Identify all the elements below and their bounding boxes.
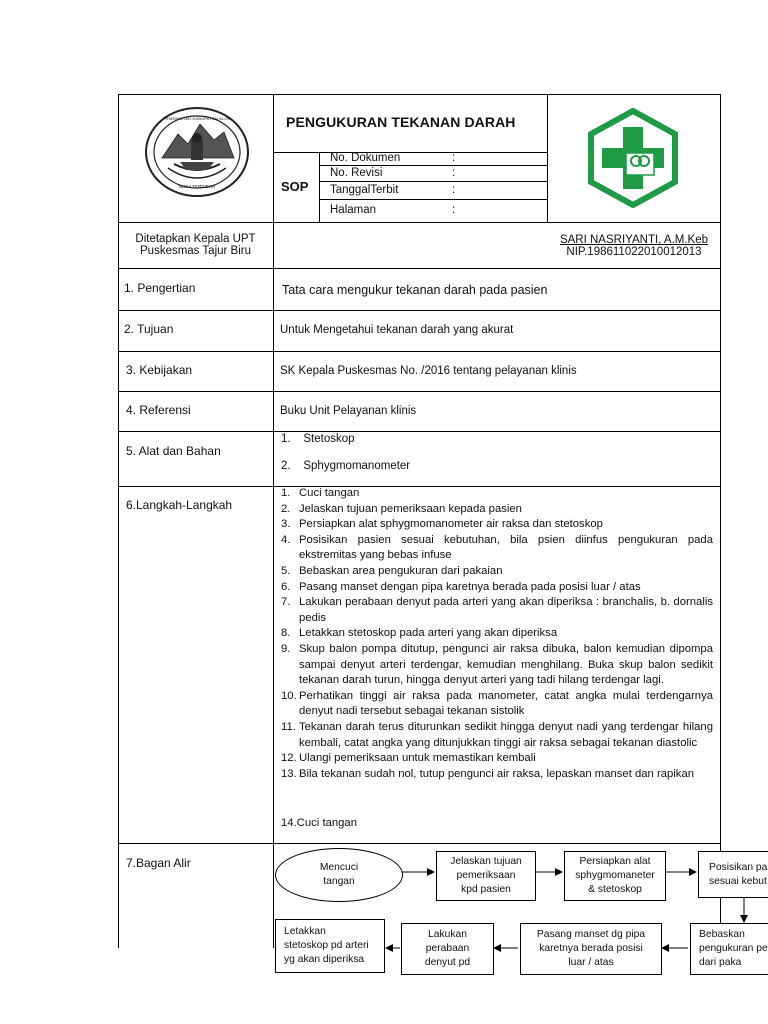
step-item: 11. Tekanan darah terus diturunkan sedikit hingga denyut nadi yang terdengar hilang kembali, catat angka yang ditunjukkan tinggi air raksa sebagai tekanan diastolic (281, 720, 713, 749)
content-tujuan: Untuk Mengetahui tekanan darah yang akurat (280, 324, 514, 336)
meta-value-no-dokumen: : (452, 152, 456, 164)
step-item: 3. Persiapkan alat sphygmomanometer air raksa dan stetoskop (281, 518, 603, 531)
content-referensi: Buku Unit Pelayanan klinis (280, 405, 417, 417)
flow-node-persiapkan: Persiapkan alat sphygmomaneter & stetoskop (564, 851, 666, 901)
flow-node-mencuci: Mencuci tangan (275, 848, 403, 902)
meta-label-halaman: Halaman (330, 204, 377, 216)
flow-node-jelaskan: Jelaskan tujuan pemeriksaan kpd pasien (436, 851, 536, 901)
step-item: 5. Bebaskan area pengukuran dari pakaian (281, 564, 503, 577)
label-langkah: 6.Langkah-Langkah (126, 498, 233, 512)
flow-node-bebaskan: Bebaskan pengukuran pe dari paka (690, 923, 768, 975)
flow-node-lakukan: Lakukan perabaan denyut pd (401, 923, 494, 975)
seal-bottom-text: NUSA TERINDAH (178, 184, 216, 189)
step-item: 10. Perhatikan tinggi air raksa pada manometer, catat angka mulai terdengarnya denyut nadi tersebut sebagai tekanan sistolik (281, 689, 713, 718)
label-pengertian: 1. Pengertian (124, 281, 196, 295)
label-bagan-alir: 7.Bagan Alir (126, 856, 191, 870)
alat-item-1: 1. Stetoskop (281, 433, 355, 445)
content-kebijakan: SK Kepala Puskesmas No. /2016 tentang pelayanan klinis (280, 365, 577, 377)
meta-label-tanggal-terbit: TanggalTerbit (330, 184, 399, 196)
meta-value-tanggal-terbit: : (452, 184, 456, 196)
flow-node-posisikan: Posisikan pa sesuai kebut (698, 851, 768, 898)
step-item: 4. Posisikan pasien sesuai kebutuhan, bila psien diinfus pengukuran pada ekstremitas yang bebas infuse (281, 533, 713, 562)
step-item: 7. Lakukan perabaan denyut pada arteri yang akan diperiksa : branchalis, b. dornalis pedis (281, 596, 713, 624)
step-item: 6. Pasang manset dengan pipa karetnya berada pada posisi luar / atas (281, 580, 641, 593)
set-by-line2: Puskesmas Tajur Biru (140, 245, 251, 257)
label-alat-bahan: 5. Alat dan Bahan (126, 444, 221, 458)
final-step: 14.Cuci tangan (281, 817, 357, 829)
step-item: 12. Ulangi pemeriksaan untuk memastikan kembali (281, 752, 536, 765)
step-item: 13. Bila tekanan sudah nol, tutup pengunci air raksa, lepaskan manset dan rapikan (281, 767, 695, 780)
step-item: 2. Jelaskan tujuan pemeriksaan kepada pasien (281, 502, 522, 515)
page-title: PENGUKURAN TEKANAN DARAH (286, 114, 516, 130)
step-item: 8. Letakkan stetoskop pada arteri yang akan diperiksa (281, 627, 558, 640)
flow-node-letakkan: Letakkan stetoskop pd arteri yg akan diperiksa (275, 919, 385, 973)
signer-name: SARI NASRIYANTI, A.M.Keb (559, 234, 709, 246)
set-by-line1: Ditetapkan Kepala UPT (135, 233, 256, 245)
label-tujuan: 2. Tujuan (124, 322, 174, 336)
alat-item-2: 2. Sphygmomanometer (281, 460, 411, 472)
label-referensi: 4. Referensi (126, 403, 191, 417)
content-pengertian: Tata cara mengukur tekanan darah pada pasien (282, 283, 548, 297)
step-item: 9. Skup balon pompa ditutup, pengunci air raksa dibuka, balon kemudian dipompa sampai denyut arteri terdengar, kemudian menghilang. Buka skup balon sedikit tekanan darah turun, hingga denyut arteri yang tadi hilang terdengar lagi. (281, 642, 713, 687)
label-kebijakan: 3. Kebijakan (126, 363, 193, 377)
meta-label-no-revisi: No. Revisi (330, 167, 383, 179)
seal-top-text: PEMERINTAH KABUPATEN ALOR (163, 116, 231, 121)
step-item: 1. Cuci tangan (281, 487, 360, 499)
meta-value-halaman: : (452, 204, 456, 216)
flow-node-pasang: Pasang manset dg pipa karetnya berada posisi luar / atas (520, 923, 662, 975)
sop-label: SOP (281, 179, 309, 194)
meta-value-no-revisi: : (452, 167, 456, 179)
meta-label-no-dokumen: No. Dokumen (330, 152, 401, 164)
signer-nip: NIP.198611022010012013 (566, 246, 702, 258)
